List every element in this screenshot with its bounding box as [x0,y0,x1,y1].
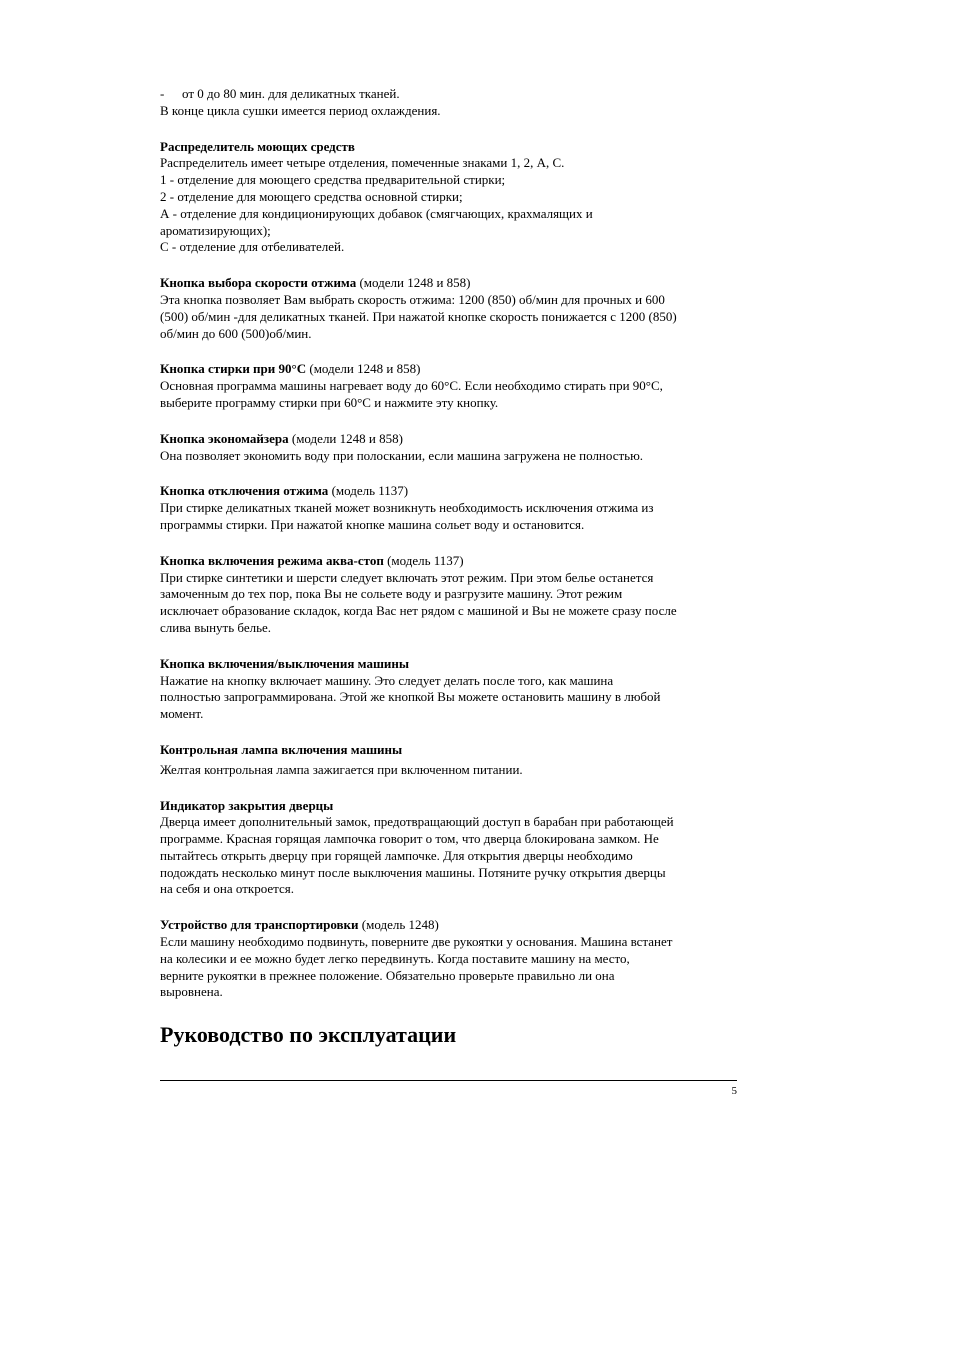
section-title [160,656,740,673]
section-title [160,483,740,500]
body-line: программе. Красная горящая лампочка говорит о том, что дверца блокирована замком. Не [160,831,659,847]
section-title [160,798,740,815]
body-line: Если машину необходимо подвинуть, поверните две рукоятки у основания. Машина встанет [160,934,673,950]
section-economizer [160,431,740,465]
section-title-note: (модель 1137) [328,483,409,499]
section-title-bold: Кнопка включения режима аква-стоп [160,552,384,568]
section-body [160,673,740,723]
section-aquastop [160,553,740,637]
section-body [160,448,740,465]
section-body [160,934,740,1001]
section-title-bold: Устройство для транспортировки [160,917,359,933]
body-line: Дверца имеет дополнительный замок, предотвращающий доступ в барабан при работающей [160,814,674,830]
section-title [160,275,740,292]
section-title-bold: Кнопка выбора скорости отжима [160,275,357,291]
body-line: замоченным до тех пор, пока Вы не сольете воду и разгрузите машину. Этот режим [160,586,623,602]
intro-line-2: В конце цикла сушки имеется период охлаждения. [160,102,441,118]
section-body [160,292,740,342]
section-title [160,361,740,378]
section-title-note: (модели 1248 и 858) [356,275,471,291]
section-wash-90 [160,361,740,411]
main-heading: Руководство по эксплуатации [160,1022,457,1047]
body-line: Желтая контрольная лампа зажигается при включенном питании. [160,761,523,777]
body-line: При стирке синтетики и шерсти следует включать этот режим. При этом белье останется [160,569,654,585]
section-power [160,656,740,723]
section-title [160,742,740,759]
section-title-bold: Кнопка стирки при 90°С [160,361,307,377]
body-line: Распределитель имеет четыре отделения, помеченные знаками 1, 2, А, С. [160,155,565,171]
section-title-note: (модели 1248 и 858) [306,361,421,377]
section-title [160,917,740,934]
body-line: на колесики и ее можно будет легко передвинуть. Когда поставите машину на место, [160,950,630,966]
section-title-bold: Распределитель моющих средств [160,138,355,154]
body-line: ароматизирующих); [160,222,271,238]
section-body [160,762,740,779]
body-line: об/мин до 600 (500)об/мин. [160,325,312,341]
section-title-bold: Кнопка включения/выключения машины [160,655,410,671]
section-power-lamp [160,742,740,779]
body-line: подождать несколько минут после выключения машины. Потяните ручку открытия дверцы [160,864,666,880]
section-body [160,570,740,637]
intro-line-1 [160,86,740,103]
body-line: на себя и она откроется. [160,881,294,897]
section-title-bold: Кнопка экономайзера [160,430,289,446]
body-line: пытайтесь открыть дверцу при горящей лампочке. Для открытия дверцы необходимо [160,847,633,863]
body-line: При стирке деликатных тканей может возникнуть необходимость исключения отжима из [160,500,654,516]
section-body [160,814,740,898]
body-line: Нажатие на кнопку включает машину. Это следует делать после того, как машина [160,672,614,688]
document-body [160,86,740,1001]
body-line: выровнена. [160,984,223,1000]
body-line: программы стирки. При нажатой кнопке машина сольет воду и остановится. [160,516,585,532]
section-title [160,553,740,570]
section-title [160,139,740,156]
body-line: верните рукоятки в прежнее положение. Обязательно проверьте правильно ли она [160,967,615,983]
section-door-indicator [160,798,740,899]
body-line: 1 - отделение для моющего средства предварительной стирки; [160,172,506,188]
section-body [160,155,740,256]
body-line: (500) об/мин -для деликатных тканей. При нажатой кнопке скорость понижается с 1200 (850) [160,308,677,324]
body-line: 2 - отделение для моющего средства основной стирки; [160,188,463,204]
section-title-bold: Индикатор закрытия дверцы [160,797,334,813]
body-line: Она позволяет экономить воду при полоскании, если машина загружена не полностью. [160,447,644,463]
section-title-note: (модель 1248) [358,917,439,933]
intro-text-1: от 0 до 80 мин. для деликатных тканей. [182,86,400,101]
body-line: исключает образование складок, когда Вас нет рядом с машиной и Вы не можете сразу после [160,603,677,619]
body-line: слива вынуть белье. [160,619,272,635]
section-dispenser [160,139,740,257]
body-line: полностью запрограммирована. Этой же кнопкой Вы можете остановить машину в любой [160,689,661,705]
page-number: 5 [731,1085,737,1097]
section-body [160,378,740,412]
section-title-note: (модели 1248 и 858) [288,430,403,446]
body-line: Основная программа машины нагревает воду до 60°С. Если необходимо стирать при 90°С, [160,378,663,394]
section-spin-speed [160,275,740,342]
section-spin-off [160,483,740,533]
intro-block [160,86,740,120]
section-title-bold: Контрольная лампа включения машины [160,741,403,757]
body-line: С - отделение для отбеливателей. [160,239,345,255]
body-line: Эта кнопка позволяет Вам выбрать скорость отжима: 1200 (850) об/мин для прочных и 600 [160,291,665,307]
section-title [160,431,740,448]
list-dash: - [160,86,165,101]
body-line: А - отделение для кондиционирующих добавок (смягчающих, крахмалящих и [160,205,593,221]
section-transport [160,917,740,1001]
section-title-bold: Кнопка отключения отжима [160,483,329,499]
section-title-note: (модель 1137) [383,552,464,568]
footer-divider [160,1080,737,1081]
body-line: выберите программу стирки при 60°С и нажмите эту кнопку. [160,394,499,410]
body-line: момент. [160,706,204,722]
section-body [160,500,740,534]
